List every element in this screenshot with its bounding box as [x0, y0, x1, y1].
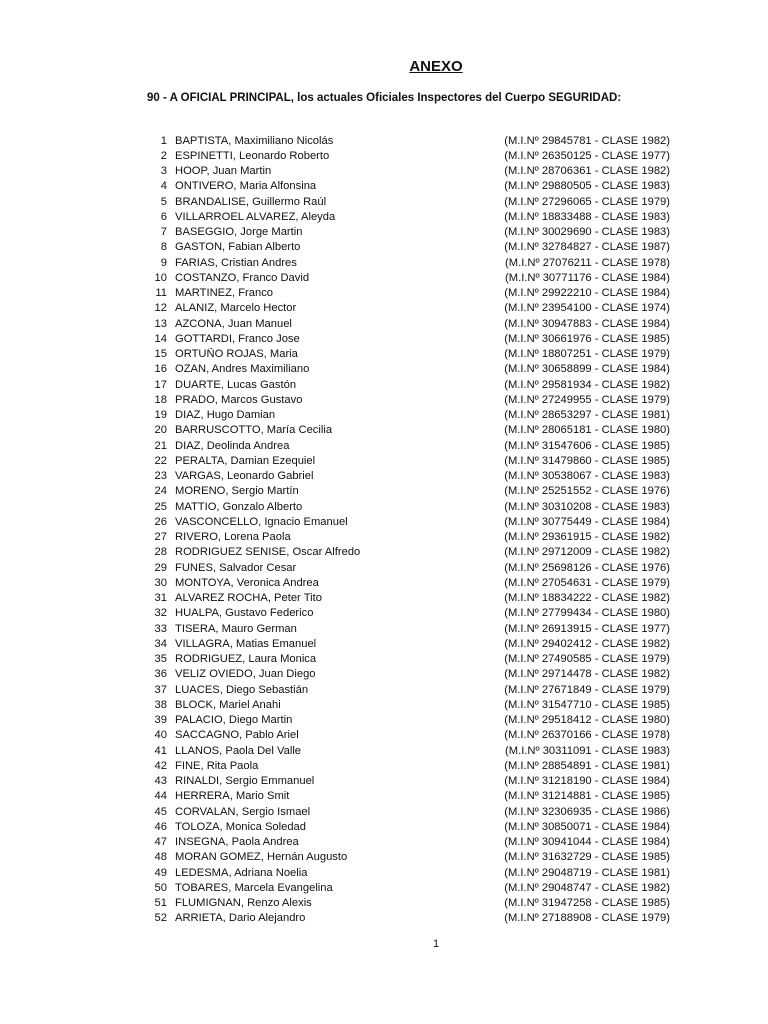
entry-number: 37: [154, 683, 167, 696]
list-item: [140, 286, 670, 301]
list-item: [140, 331, 670, 346]
entry-name: MARTINEZ, Franco: [175, 287, 274, 300]
list-item: [140, 636, 670, 651]
entry-name: FARIAS, Cristian Andres: [175, 256, 297, 269]
entry-number: 10: [154, 271, 167, 284]
entry-number: 48: [154, 851, 167, 864]
entry-id-class: (M.I.Nº 30310208 - CLASE 1983): [504, 500, 670, 513]
entry-id-class: (M.I.Nº 31479860 - CLASE 1985): [504, 454, 670, 467]
entry-name: FUNES, Salvador Cesar: [175, 561, 297, 574]
list-item: [140, 911, 670, 926]
entry-id-class: (M.I.Nº 25698126 - CLASE 1976): [504, 561, 670, 574]
entry-id-class: (M.I.Nº 28653297 - CLASE 1981): [504, 409, 670, 422]
entry-id-class: (M.I.Nº 30658899 - CLASE 1984): [504, 363, 670, 376]
list-item: [140, 728, 670, 743]
entry-name: FLUMIGNAN, Renzo Alexis: [175, 897, 312, 910]
list-item: [140, 469, 670, 484]
list-item: [140, 347, 670, 362]
entry-name: BARRUSCOTTO, María Cecilia: [175, 424, 333, 437]
entry-id-class: (M.I.Nº 31547710 - CLASE 1985): [504, 698, 670, 711]
entry-number: 3: [160, 165, 167, 178]
list-item: [140, 896, 670, 911]
entry-number: 33: [154, 622, 167, 635]
entry-name: MATTIO, Gonzalo Alberto: [175, 500, 303, 513]
entry-id-class: (M.I.Nº 27249955 - CLASE 1979): [504, 393, 670, 406]
entry-name: DUARTE, Lucas Gastón: [175, 378, 297, 391]
entry-name: RIVERO, Lorena Paola: [175, 531, 291, 544]
entry-id-class: (M.I.Nº 28065181 - CLASE 1980): [504, 424, 670, 437]
entry-name: PERALTA, Damian Ezequiel: [175, 454, 316, 467]
entry-name: GASTON, Fabian Alberto: [175, 241, 301, 254]
entry-number: 14: [154, 332, 167, 345]
list-item: [140, 240, 670, 255]
list-item: [140, 575, 670, 590]
entry-number: 49: [154, 866, 167, 879]
list-item: [140, 591, 670, 606]
entry-number: 12: [154, 302, 167, 315]
list-item: [140, 133, 670, 148]
entry-number: 24: [154, 485, 167, 498]
entry-name: ONTIVERO, Maria Alfonsina: [175, 180, 317, 193]
entry-id-class: (M.I.Nº 30661976 - CLASE 1985): [504, 332, 670, 345]
list-item: [140, 743, 670, 758]
entry-name: TOBARES, Marcela Evangelina: [175, 881, 333, 894]
entry-number: 42: [154, 759, 167, 772]
entry-number: 16: [154, 363, 167, 376]
entry-id-class: (M.I.Nº 30771176 - CLASE 1984): [505, 271, 670, 284]
entry-name: DIAZ, Hugo Damian: [175, 409, 276, 422]
entry-name: LEDESMA, Adriana Noelia: [175, 866, 308, 879]
list-item: [140, 530, 670, 545]
list-item: [140, 438, 670, 453]
entry-number: 6: [160, 210, 167, 223]
entry-id-class: (M.I.Nº 31632729 - CLASE 1985): [504, 851, 670, 864]
entry-name: LUACES, Diego Sebastián: [175, 683, 309, 696]
list-item: [140, 652, 670, 667]
entry-name: VILLARROEL ALVAREZ, Aleyda: [175, 210, 336, 223]
entry-number: 28: [154, 546, 167, 559]
entry-number: 21: [154, 439, 167, 452]
entry-id-class: (M.I.Nº 30029690 - CLASE 1983): [504, 226, 670, 239]
entry-number: 47: [154, 836, 167, 849]
entry-number: 52: [154, 912, 167, 925]
entry-name: VARGAS, Leonardo Gabriel: [175, 470, 314, 483]
entry-name: TISERA, Mauro German: [175, 622, 297, 635]
entry-number: 4: [160, 180, 167, 193]
entry-number: 18: [154, 393, 167, 406]
list-item: [140, 606, 670, 621]
list-item: [140, 514, 670, 529]
list-item: [140, 545, 670, 560]
list-item: [140, 804, 670, 819]
entry-name: RODRIGUEZ SENISE, Oscar Alfredo: [175, 546, 361, 559]
entry-name: ARRIETA, Dario Alejandro: [175, 912, 306, 925]
list-item: [140, 621, 670, 636]
entry-number: 1: [160, 134, 167, 147]
entry-id-class: (M.I.Nº 31214881 - CLASE 1985): [504, 790, 670, 803]
entry-name: MORENO, Sergio Martín: [175, 485, 299, 498]
entry-id-class: (M.I.Nº 23954100 - CLASE 1974): [504, 302, 670, 315]
entry-name: RINALDI, Sergio Emmanuel: [175, 775, 315, 788]
entry-number: 20: [154, 424, 167, 437]
officer-list: [140, 133, 670, 926]
entry-name: BLOCK, Mariel Anahi: [175, 698, 281, 711]
entry-id-class: (M.I.Nº 27296065 - CLASE 1979): [504, 195, 670, 208]
list-item: [140, 560, 670, 575]
entry-number: 25: [154, 500, 167, 513]
list-item: [140, 499, 670, 514]
entry-id-class: (M.I.Nº 29048719 - CLASE 1981): [504, 866, 670, 879]
entry-name: VASCONCELLO, Ignacio Emanuel: [175, 515, 348, 528]
entry-id-class: (M.I.Nº 26350125 - CLASE 1977): [504, 149, 670, 162]
document-subtitle: 90 - A OFICIAL PRINCIPAL, los actuales Oficiales Inspectores del Cuerpo SEGURIDAD:: [147, 92, 622, 104]
entry-number: 19: [154, 409, 167, 422]
list-item: [140, 758, 670, 773]
entry-name: VELIZ OVIEDO, Juan Diego: [175, 668, 316, 681]
entry-number: 30: [154, 576, 167, 589]
entry-id-class: (M.I.Nº 30311091 - CLASE 1983): [505, 744, 670, 757]
list-item: [140, 148, 670, 163]
entry-number: 17: [154, 378, 167, 391]
entry-number: 27: [154, 531, 167, 544]
entry-number: 32: [154, 607, 167, 620]
list-item: [140, 789, 670, 804]
entry-id-class: (M.I.Nº 31947258 - CLASE 1985): [504, 897, 670, 910]
entry-id-class: (M.I.Nº 27054631 - CLASE 1979): [504, 576, 670, 589]
list-item: [140, 453, 670, 468]
entry-number: 35: [154, 653, 167, 666]
entry-id-class: (M.I.Nº 30850071 - CLASE 1984): [504, 820, 670, 833]
entry-id-class: (M.I.Nº 29361915 - CLASE 1982): [504, 531, 670, 544]
entry-number: 45: [154, 805, 167, 818]
entry-id-class: (M.I.Nº 31218190 - CLASE 1984): [504, 775, 670, 788]
entry-name: BASEGGIO, Jorge Martin: [175, 226, 303, 239]
list-item: [140, 484, 670, 499]
entry-name: ORTUÑO ROJAS, Maria: [175, 348, 298, 361]
entry-id-class: (M.I.Nº 27076211 - CLASE 1978): [505, 256, 670, 269]
list-item: [140, 850, 670, 865]
list-item: [140, 423, 670, 438]
list-item: [140, 408, 670, 423]
entry-id-class: (M.I.Nº 30538067 - CLASE 1983): [504, 470, 670, 483]
entry-id-class: (M.I.Nº 27799434 - CLASE 1980): [504, 607, 670, 620]
list-item: [140, 667, 670, 682]
list-item: [140, 194, 670, 209]
entry-number: 8: [160, 241, 167, 254]
entry-id-class: (M.I.Nº 29581934 - CLASE 1982): [504, 378, 670, 391]
entry-name: MORAN GOMEZ, Hernán Augusto: [175, 851, 348, 864]
list-item: [140, 774, 670, 789]
entry-id-class: (M.I.Nº 31547606 - CLASE 1985): [504, 439, 670, 452]
entry-name: ESPINETTI, Leonardo Roberto: [175, 149, 330, 162]
entry-id-class: (M.I.Nº 18807251 - CLASE 1979): [504, 348, 670, 361]
list-item: [140, 697, 670, 712]
page-number: 1: [432, 938, 440, 950]
entry-name: ALANIZ, Marcelo Hector: [175, 302, 297, 315]
entry-name: SACCAGNO, Pablo Ariel: [175, 729, 299, 742]
entry-number: 7: [160, 226, 167, 239]
entry-id-class: (M.I.Nº 25251552 - CLASE 1976): [504, 485, 670, 498]
entry-id-class: (M.I.Nº 29402412 - CLASE 1982): [504, 637, 670, 650]
document-title: ANEXO: [409, 58, 463, 75]
list-item: [140, 819, 670, 834]
list-item: [140, 865, 670, 880]
entry-id-class: (M.I.Nº 28706361 - CLASE 1982): [504, 165, 670, 178]
entry-number: 38: [154, 698, 167, 711]
entry-id-class: (M.I.Nº 29518412 - CLASE 1980): [504, 714, 670, 727]
list-item: [140, 179, 670, 194]
list-item: [140, 835, 670, 850]
entry-name: VILLAGRA, Matias Emanuel: [175, 637, 317, 650]
entry-id-class: (M.I.Nº 32784827 - CLASE 1987): [504, 241, 670, 254]
entry-number: 2: [160, 149, 167, 162]
entry-id-class: (M.I.Nº 29880505 - CLASE 1983): [504, 180, 670, 193]
entry-id-class: (M.I.Nº 29714478 - CLASE 1982): [504, 668, 670, 681]
entry-id-class: (M.I.Nº 29845781 - CLASE 1982): [504, 134, 670, 147]
entry-id-class: (M.I.Nº 27671849 - CLASE 1979): [504, 683, 670, 696]
entry-id-class: (M.I.Nº 30941044 - CLASE 1984): [504, 836, 670, 849]
entry-id-class: (M.I.Nº 18834222 - CLASE 1982): [504, 592, 670, 605]
entry-name: BRANDALISE, Guillermo Raúl: [175, 195, 327, 208]
entry-number: 15: [154, 348, 167, 361]
entry-number: 44: [154, 790, 167, 803]
entry-id-class: (M.I.Nº 30775449 - CLASE 1984): [504, 515, 670, 528]
entry-name: RODRIGUEZ, Laura Monica: [175, 653, 317, 666]
entry-name: GOTTARDI, Franco Jose: [175, 332, 300, 345]
entry-id-class: (M.I.Nº 27490585 - CLASE 1979): [504, 653, 670, 666]
entry-id-class: (M.I.Nº 18833488 - CLASE 1983): [504, 210, 670, 223]
list-item: [140, 316, 670, 331]
entry-number: 9: [160, 256, 167, 269]
entry-number: 40: [154, 729, 167, 742]
entry-name: FINE, Rita Paola: [175, 759, 259, 772]
entry-id-class: (M.I.Nº 29048747 - CLASE 1982): [504, 881, 670, 894]
entry-number: 50: [154, 881, 167, 894]
entry-name: INSEGNA, Paola Andrea: [175, 836, 299, 849]
entry-number: 22: [154, 454, 167, 467]
entry-name: DIAZ, Deolinda Andrea: [175, 439, 290, 452]
entry-id-class: (M.I.Nº 28854891 - CLASE 1981): [504, 759, 670, 772]
list-item: [140, 682, 670, 697]
list-item: [140, 377, 670, 392]
list-item: [140, 225, 670, 240]
entry-id-class: (M.I.Nº 30947883 - CLASE 1984): [504, 317, 670, 330]
entry-number: 23: [154, 470, 167, 483]
list-item: [140, 880, 670, 895]
entry-id-class: (M.I.Nº 26370166 - CLASE 1978): [504, 729, 670, 742]
list-item: [140, 713, 670, 728]
entry-number: 31: [154, 592, 167, 605]
entry-name: PRADO, Marcos Gustavo: [175, 393, 303, 406]
entry-name: BAPTISTA, Maximiliano Nicolás: [175, 134, 334, 147]
entry-name: LLANOS, Paola Del Valle: [175, 744, 302, 757]
list-item: [140, 209, 670, 224]
list-item: [140, 270, 670, 285]
entry-number: 41: [154, 744, 167, 757]
entry-name: HERRERA, Mario Smit: [175, 790, 290, 803]
list-item: [140, 301, 670, 316]
entry-number: 43: [154, 775, 167, 788]
entry-id-class: (M.I.Nº 32306935 - CLASE 1986): [504, 805, 670, 818]
entry-number: 34: [154, 637, 167, 650]
entry-id-class: (M.I.Nº 29922210 - CLASE 1984): [504, 287, 670, 300]
entry-name: CORVALAN, Sergio Ismael: [175, 805, 311, 818]
entry-id-class: (M.I.Nº 29712009 - CLASE 1982): [504, 546, 670, 559]
list-item: [140, 255, 670, 270]
entry-name: COSTANZO, Franco David: [175, 271, 310, 284]
entry-name: ALVAREZ ROCHA, Peter Tito: [175, 592, 322, 605]
list-item: [140, 392, 670, 407]
entry-number: 46: [154, 820, 167, 833]
entry-number: 39: [154, 714, 167, 727]
entry-id-class: (M.I.Nº 26913915 - CLASE 1977): [504, 622, 670, 635]
entry-name: PALACIO, Diego Martin: [175, 714, 293, 727]
entry-name: HUALPA, Gustavo Federico: [175, 607, 314, 620]
entry-number: 29: [154, 561, 167, 574]
entry-number: 51: [154, 897, 167, 910]
list-item: [140, 362, 670, 377]
entry-name: OZAN, Andres Maximiliano: [175, 363, 310, 376]
list-item: [140, 164, 670, 179]
entry-name: MONTOYA, Veronica Andrea: [175, 576, 319, 589]
entry-id-class: (M.I.Nº 27188908 - CLASE 1979): [504, 912, 670, 925]
entry-number: 36: [154, 668, 167, 681]
entry-name: TOLOZA, Monica Soledad: [175, 820, 306, 833]
entry-number: 13: [154, 317, 167, 330]
entry-number: 11: [155, 287, 167, 300]
entry-name: HOOP, Juan Martin: [175, 165, 272, 178]
entry-name: AZCONA, Juan Manuel: [175, 317, 292, 330]
entry-number: 26: [154, 515, 167, 528]
entry-number: 5: [160, 195, 167, 208]
